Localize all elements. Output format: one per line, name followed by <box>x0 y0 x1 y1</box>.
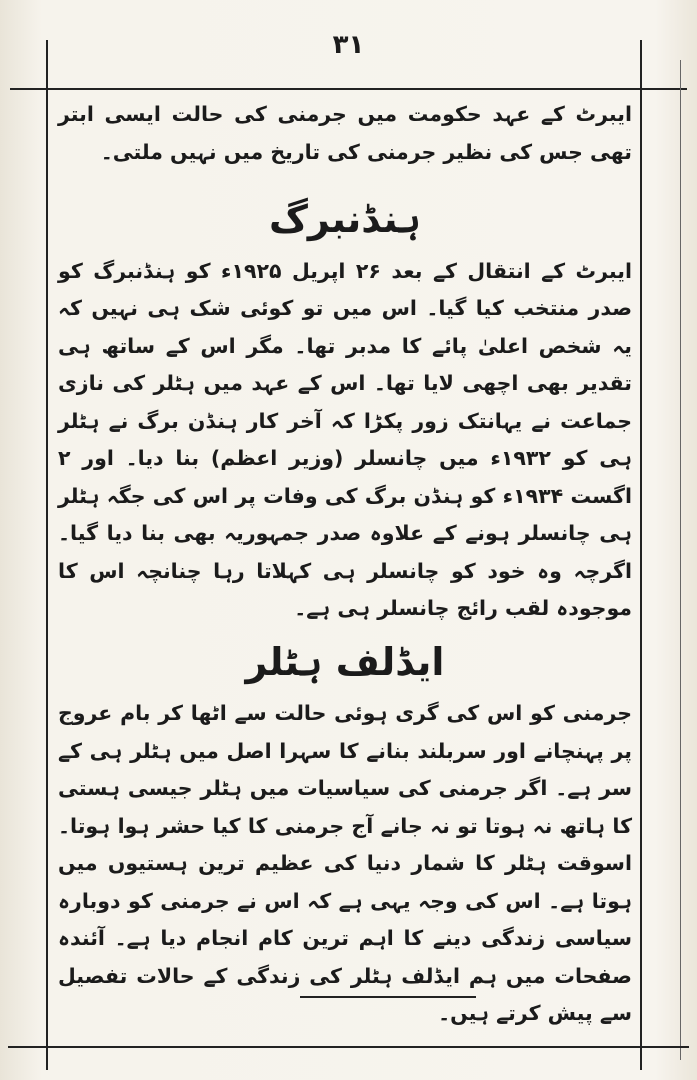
left-margin-rule <box>46 40 48 1070</box>
section-body-adolf-hitler: جرمنی کو اس کی گری ہوئی حالت سے اٹھا کر بام عروج پر پہنچانے اور سربلند بنانے کا سہرا اصل میں ہٹلر ہی کے سر ہے۔ اگر جرمنی کی سیاسیات میں ہٹلر جیسی ہستی کا ہاتھ نہ ہوتا تو نہ جانے آج جرمنی کا کیا حشر ہوا ہوتا۔ اسوقت ہٹلر کا شمار دنیا کی عظیم ترین ہستیوں میں ہوتا ہے۔ اس کی وجہ یہی ہے کہ اس نے جرمنی کو دوبارہ سیاسی زندگی دینے کا اہم ترین کام انجام دیا ہے۔ آئندہ صفحات میں ہم ایڈلف ہٹلر کی زندگی کے حالات تفصیل سے پیش کرتے ہیں۔ <box>58 701 632 1026</box>
section-heading-adolf-hitler: ایڈلف ہٹلر <box>245 639 445 684</box>
top-rule <box>10 88 687 90</box>
section-body-hindenburg: ایبرٹ کے انتقال کے بعد ۲۶ اپریل ۱۹۲۵ء کو ہنڈنبرگ کو صدر منتخب کیا گیا۔ اس میں تو کوئی شک ہی نہیں کہ یہ شخص اعلیٰ پائے کا مدبر تھا۔ مگر اس کے ساتھ ہی تقدیر بھی اچھی لایا تھا۔ اس کے عہد میں ہٹلر کی نازی جماعت نے یہانتک زور پکڑا کہ آخر کار ہنڈن برگ نے ہٹلر ہی کو ۱۹۳۲ء میں چانسلر (وزیر اعظم) بنا دیا۔ اور ۲ اگست ۱۹۳۴ء کو ہنڈن برگ کی وفات پر اس کی جگہ ہٹلر ہی چانسلر ہونے کے علاوہ صدر جمہوریہ بھی بنا دیا گیا۔ اگرچہ وہ خود کو چانسلر ہی کہلاتا رہا چنانچہ اس کا موجودہ لقب رائج چانسلر ہی ہے۔ <box>58 258 632 621</box>
page-number: ۳۱ <box>332 30 365 60</box>
bottom-rule <box>8 1046 689 1048</box>
page-content <box>58 96 632 1026</box>
outer-margin-rule <box>680 60 681 1060</box>
right-margin-rule <box>640 40 642 1070</box>
section-heading-hindenburg: ہنڈنبرگ <box>268 197 422 241</box>
end-of-text-rule <box>300 996 476 998</box>
intro-paragraph: ایبرٹ کے عہد حکومت میں جرمنی کی حالت ایسی ابتر تھی جس کی نظیر جرمنی کی تاریخ میں نہیں ملتی۔ <box>58 102 632 164</box>
